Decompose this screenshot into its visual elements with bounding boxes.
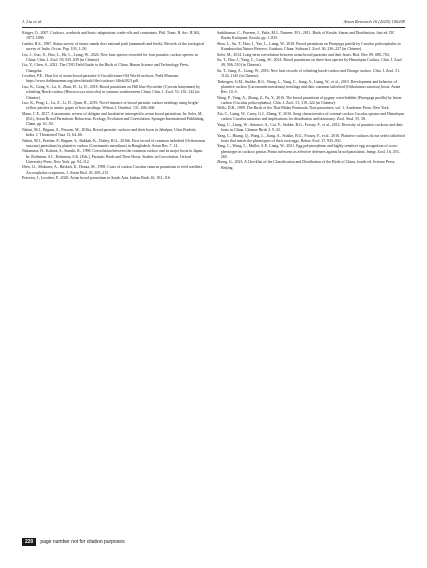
reference-entry: Wells, D.R., 1999. The Birds of the Thai-Malay Peninsula. Non-passerines, vol. 1. Academic Press, New York. [217, 106, 390, 111]
reference-entry: Xia, C., Liang, W., Carey, G.J., Zhang, Y., 2016. Song characteristics of oriental cuckoo Cuculus optatus and Himalayan cuckoo Cuculus saturatus and implications for distribution and taxonomy. Zool. Stud. 55, 38. [217, 111, 405, 122]
page-footer [22, 537, 125, 546]
reference-entry: Liu, Y., Chen, S., 2021. The CNG Field Guide to the Birds of China. Hunan Science and Technology Press, Changsha. [22, 63, 189, 73]
reference-entry: Yang, C., Huang, Q., Wang, L., Jiang, A., Stokke, B.G., Fossøy, F., et al., 2016. Plaintive cuckoos do not select tailorbird hosts that match the phenotypes of their own eggs. Behav. Ecol. 27, 835–841. [217, 133, 405, 143]
reference-entry: Tinbergen, G.M., Stokke, B.G., Wang, L., Yang, C., Jiang, A., Liang, W., et al., 2019. Development and behavior of plaintive cuckoo (Cacomantis merulinus) nestlings and their common tailorbird (Orthotomus sutorius) hosts. Avian Res. 10, 6. [217, 79, 401, 95]
reference-entry: Liu, J., Guo, X., Hao, L., He, L., Liang, W., 2024. New host species recorded for four parasitic cuckoo species in China. Chin. J. Zool. 59, 635–639 (in Chinese). [22, 52, 198, 62]
reference-entry: Zheng, G., 2023. A Checklist of the Classification and Distribution of the Birds of China, fourth ed. Science Press, Beijing. [217, 160, 396, 170]
reference-entry: Nakamura, H., Kubota, S., Suzuki, R., 1998. Coevolution between the common cuckoo and its major hosts in Japan. In: Rothstein, S.I., Robinson, S.K. (Eds.), Parasitic Birds and Their Hosts: Studies in Coevolution. Oxford University Press, New York, pp. 94–112. [22, 149, 204, 164]
reference-entry: Luo, K., Gong, S., Lu, S., Zhan, H., Li, D., 2018. Brood parasitism on Hill blue-flycatcher (Cyornis banyumas) by whistling Hawk-cuckoo (Hierococcyx nisicolor) in yunnan, southwestern China. Chin. J. Zool. 53, 135–142 (in Chinese). [22, 84, 201, 100]
reference-entry: Yang, C., Wang, L., Møller, A.P., Liang, W., 2021. Egg polymorphism and highly sensitive egg recognition of cross-phenotype in cuckoos prinias Prinia rufescens as effective defenses against brood parasitism. Integr. Zool. 16, 255–265. [217, 144, 401, 159]
references-right-column [217, 31, 405, 171]
reference-entry: Yang, C., Liang, W., Antonov, A., Cai, Y., Stokke, B.G., Fossøy, F., et al., 2012. Diversity of parasitic cuckoos and their hosts in China. Chinese Birds 3, 9–32. [217, 122, 403, 133]
page-number-note: page number not for citation purposes [40, 538, 125, 545]
reference-entry: Krüger, O., 2007. Cuckoos, cowbirds and hosts: adaptations, trade-offs and constraints. Phil. Trans. R. Soc. B 362, 1873–1886. [22, 31, 201, 41]
page-number: 220 [22, 538, 36, 546]
reference-entry: Shao, L., Su, T., Huo, J., Yao, L., Liang, W., 2018. Brood parasitism on Pnoepyga pusilla by Cuculus poliocephalus in Kuankuoshui Nature Reserve, Guizhou, China. Sichuan J. Zool. 36, 236–237 (in Chinese). [217, 41, 401, 52]
reference-entry: Nabisi, M.J., Prasher, P., Begum, S., Rakkab, K., Dubey, R.G., 2016b. First record of common tailorbird (Orthotomus sutorius) parasitism by plaintive cuckoo (Cacomantis merulinus) in Bangladesh. Avian Res. 7, 14. [22, 138, 206, 148]
reference-entry: Mann, C.F., 2017. A taxonomic review of obligate and facultative interspecific avian brood parasitism. In: Soler, M. (Ed.), Avian Brood Parasitism: Behaviour, Ecology, Evolution and Coevolution. Springer International Publishing, Cham, pp. 61–92. [22, 111, 205, 127]
header-journal: Avian Research 16 (2025) 100249 [343, 19, 405, 24]
reference-entry: Su, T., Jiang, A., Liang, W., 2016. New host records of whistling hawk-cuckoo and Drongo cuckoo. Chin. J. Zool. 51, 1142–1145 (in Chinese). [217, 68, 401, 79]
reference-entry: Lamba, B.S., 1987. Status survey of fauna: nanda devi national park (mammals and birds). Records of the zoological survey of India. Occas. Pap. 103, 1–50. [22, 41, 205, 52]
reference-entry: Luo, K., Peng, L., Lu, Z., Li, D., Quan, R., 2019. Novel instance of brood parasitic cuckoo nestlings using bright-yellow patches to mimic gapes of host nestlings. Wilson J. Ornithol. 131, 606–660. [22, 100, 199, 111]
references-left-column [22, 31, 206, 182]
reference-entry[interactable]: Lowther, P.E., Host list of avian brood parasites-2-Cuculiformes-Old World cuckoos. Field Museum. https://www.fieldmuseum.org/sites/default/files/cuckoos-14feb2023.pdf. [22, 74, 179, 84]
header-authors: J. Liu et al. [22, 19, 43, 24]
reference-entry: Su, T., Huo, J., Yang, C., Liang, W., 2014. Brood parasitism on three host species by Himalayan Cuckoo. Chin. J. Zool. 49, 506–510 (in Chinese). [217, 58, 403, 68]
reference-entry: Sashikumar, C., Praveen, J., Palot, M.J., Nameer, P.O., 2011. Birds of Kerala: Status and Distribution, first ed. DC Books Kottayam, Kerala, pp. 1–835. [217, 31, 395, 41]
header-rule [22, 27, 405, 28]
reference-entry: Øien, I.J., Moksnes, A., Røskaft, E., Honza, M., 1998. Costs of cuckoo Cuculus canorus parasitism to reed warblers Acrocephalus scirpaceus. J. Avian Biol. 29, 209–215. [22, 165, 203, 175]
reference-entry: Wang, P., Yang, A., Zhang, Z., Fu, Y., 2016. The brood parasitism of pygmy wren-babbler (Pnoepyga pusilla) by lesser cuckoo (Cuculus poliocephalus). Chin. J. Zool. 51, 319–322 (in Chinese). [217, 95, 402, 105]
reference-entry: Soler, M., 2014. Long-term coevolution between avian brood parasites and their hosts. Biol. Rev. 89, 688–704. [217, 52, 390, 57]
reference-entry: Nabisi, M.J., Begum, S., Paswan, M., 2016a. Brood parasitic cuckoos and their hosts in Jabalpur, Uttar Pradesh, India. J. Threatened Taxa 13, 64–66. [22, 127, 197, 138]
reference-entry: Praveen, J., Lowther, P., 2020. Avian brood parasitism in South Asia. Indian Birds 16, 103–116. [22, 176, 171, 181]
